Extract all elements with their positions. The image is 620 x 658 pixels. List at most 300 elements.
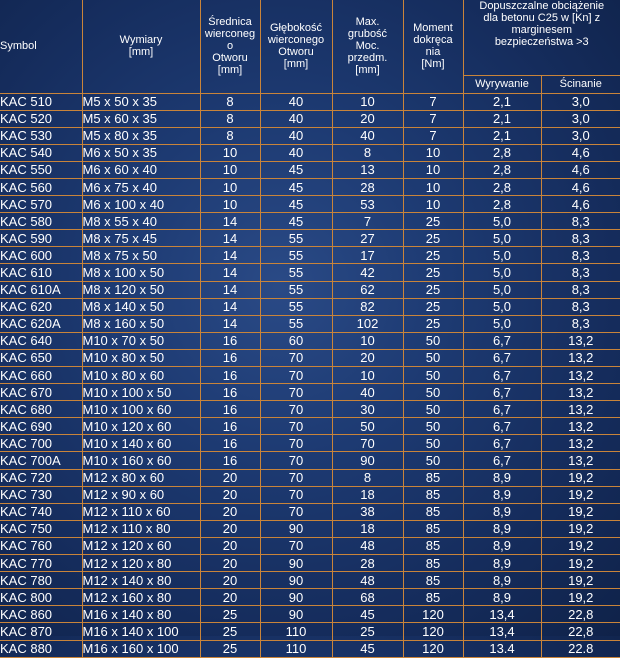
cell-shear: 13,2 bbox=[541, 349, 620, 366]
table-row bbox=[0, 349, 620, 366]
cell-torque: 7 bbox=[403, 93, 463, 110]
cell-torque: 50 bbox=[403, 349, 463, 366]
cell-symbol: KAC 780 bbox=[0, 572, 82, 589]
cell-torque: 10 bbox=[403, 144, 463, 161]
cell-symbol: KAC 730 bbox=[0, 486, 82, 503]
cell-dimensions: M6 x 75 x 40 bbox=[82, 178, 200, 195]
cell-dimensions: M16 x 160 x 100 bbox=[82, 640, 200, 657]
cell-symbol: KAC 690 bbox=[0, 418, 82, 435]
cell-hole-diameter: 16 bbox=[200, 401, 260, 418]
table-row bbox=[0, 623, 620, 640]
cell-symbol: KAC 570 bbox=[0, 196, 82, 213]
cell-max-thickness: 45 bbox=[332, 606, 403, 623]
cell-torque: 85 bbox=[403, 537, 463, 554]
table-row bbox=[0, 469, 620, 486]
cell-symbol: KAC 600 bbox=[0, 247, 82, 264]
cell-shear: 4,6 bbox=[541, 178, 620, 195]
cell-max-thickness: 25 bbox=[332, 623, 403, 640]
cell-hole-diameter: 14 bbox=[200, 213, 260, 230]
cell-torque: 50 bbox=[403, 435, 463, 452]
cell-symbol: KAC 540 bbox=[0, 144, 82, 161]
cell-max-thickness: 10 bbox=[332, 93, 403, 110]
cell-symbol: KAC 650 bbox=[0, 349, 82, 366]
cell-shear: 3,0 bbox=[541, 93, 620, 110]
cell-pullout: 5,0 bbox=[463, 281, 541, 298]
cell-hole-depth: 60 bbox=[260, 332, 332, 349]
cell-max-thickness: 8 bbox=[332, 469, 403, 486]
cell-dimensions: M5 x 50 x 35 bbox=[82, 93, 200, 110]
header-hole-diameter: Średnica wierconeg o Otworu [mm] bbox=[200, 0, 260, 93]
cell-max-thickness: 10 bbox=[332, 367, 403, 384]
cell-torque: 85 bbox=[403, 572, 463, 589]
cell-max-thickness: 68 bbox=[332, 589, 403, 606]
cell-hole-diameter: 8 bbox=[200, 110, 260, 127]
cell-hole-diameter: 10 bbox=[200, 161, 260, 178]
cell-symbol: KAC 880 bbox=[0, 640, 82, 657]
table-row bbox=[0, 93, 620, 110]
cell-shear: 19,2 bbox=[541, 572, 620, 589]
table-row bbox=[0, 230, 620, 247]
table-row bbox=[0, 418, 620, 435]
cell-hole-depth: 90 bbox=[260, 555, 332, 572]
cell-shear: 8,3 bbox=[541, 315, 620, 332]
cell-max-thickness: 102 bbox=[332, 315, 403, 332]
table-header bbox=[0, 0, 620, 93]
cell-dimensions: M10 x 100 x 60 bbox=[82, 401, 200, 418]
cell-hole-diameter: 14 bbox=[200, 264, 260, 281]
cell-max-thickness: 18 bbox=[332, 486, 403, 503]
cell-hole-depth: 110 bbox=[260, 623, 332, 640]
cell-torque: 50 bbox=[403, 452, 463, 469]
cell-shear: 19,2 bbox=[541, 555, 620, 572]
cell-dimensions: M6 x 100 x 40 bbox=[82, 196, 200, 213]
cell-pullout: 6,7 bbox=[463, 418, 541, 435]
header-pullout: Wyrywanie bbox=[463, 75, 541, 93]
cell-symbol: KAC 700 bbox=[0, 435, 82, 452]
header-hole-depth: Głębokość wierconego Otworu [mm] bbox=[260, 0, 332, 93]
cell-hole-depth: 45 bbox=[260, 161, 332, 178]
cell-hole-depth: 70 bbox=[260, 418, 332, 435]
cell-torque: 25 bbox=[403, 264, 463, 281]
cell-hole-depth: 70 bbox=[260, 486, 332, 503]
cell-dimensions: M10 x 80 x 50 bbox=[82, 349, 200, 366]
cell-pullout: 8,9 bbox=[463, 537, 541, 554]
cell-max-thickness: 38 bbox=[332, 503, 403, 520]
cell-hole-depth: 70 bbox=[260, 537, 332, 554]
cell-shear: 19,2 bbox=[541, 520, 620, 537]
cell-dimensions: M8 x 140 x 50 bbox=[82, 298, 200, 315]
cell-max-thickness: 8 bbox=[332, 144, 403, 161]
table-body bbox=[0, 93, 620, 657]
table-row bbox=[0, 281, 620, 298]
cell-max-thickness: 40 bbox=[332, 127, 403, 144]
cell-dimensions: M12 x 90 x 60 bbox=[82, 486, 200, 503]
table-row bbox=[0, 332, 620, 349]
cell-torque: 50 bbox=[403, 367, 463, 384]
cell-dimensions: M10 x 160 x 60 bbox=[82, 452, 200, 469]
cell-symbol: KAC 680 bbox=[0, 401, 82, 418]
cell-dimensions: M12 x 160 x 80 bbox=[82, 589, 200, 606]
cell-pullout: 6,7 bbox=[463, 452, 541, 469]
cell-torque: 50 bbox=[403, 384, 463, 401]
cell-hole-diameter: 16 bbox=[200, 367, 260, 384]
cell-pullout: 5,0 bbox=[463, 213, 541, 230]
cell-dimensions: M6 x 60 x 40 bbox=[82, 161, 200, 178]
table-row bbox=[0, 315, 620, 332]
cell-torque: 120 bbox=[403, 606, 463, 623]
cell-max-thickness: 50 bbox=[332, 418, 403, 435]
cell-pullout: 8,9 bbox=[463, 555, 541, 572]
cell-torque: 7 bbox=[403, 110, 463, 127]
cell-torque: 10 bbox=[403, 178, 463, 195]
cell-max-thickness: 13 bbox=[332, 161, 403, 178]
cell-pullout: 8,9 bbox=[463, 503, 541, 520]
cell-dimensions: M8 x 75 x 50 bbox=[82, 247, 200, 264]
cell-symbol: KAC 530 bbox=[0, 127, 82, 144]
cell-symbol: KAC 610A bbox=[0, 281, 82, 298]
cell-torque: 10 bbox=[403, 196, 463, 213]
cell-hole-depth: 40 bbox=[260, 110, 332, 127]
cell-dimensions: M12 x 120 x 60 bbox=[82, 537, 200, 554]
cell-torque: 25 bbox=[403, 230, 463, 247]
cell-torque: 25 bbox=[403, 315, 463, 332]
table-row bbox=[0, 264, 620, 281]
cell-dimensions: M10 x 140 x 60 bbox=[82, 435, 200, 452]
cell-symbol: KAC 740 bbox=[0, 503, 82, 520]
header-symbol: Symbol bbox=[0, 0, 82, 93]
cell-pullout: 2,8 bbox=[463, 144, 541, 161]
table-row bbox=[0, 589, 620, 606]
cell-pullout: 8,9 bbox=[463, 589, 541, 606]
cell-symbol: KAC 670 bbox=[0, 384, 82, 401]
cell-dimensions: M12 x 120 x 80 bbox=[82, 555, 200, 572]
cell-shear: 8,3 bbox=[541, 298, 620, 315]
table-row bbox=[0, 178, 620, 195]
cell-hole-diameter: 20 bbox=[200, 520, 260, 537]
cell-hole-depth: 40 bbox=[260, 144, 332, 161]
cell-torque: 10 bbox=[403, 161, 463, 178]
cell-torque: 50 bbox=[403, 418, 463, 435]
cell-hole-diameter: 20 bbox=[200, 486, 260, 503]
cell-hole-diameter: 20 bbox=[200, 555, 260, 572]
cell-hole-diameter: 10 bbox=[200, 178, 260, 195]
cell-pullout: 8,9 bbox=[463, 572, 541, 589]
table-row bbox=[0, 127, 620, 144]
cell-pullout: 8,9 bbox=[463, 520, 541, 537]
cell-hole-depth: 70 bbox=[260, 435, 332, 452]
table-row bbox=[0, 110, 620, 127]
cell-dimensions: M16 x 140 x 80 bbox=[82, 606, 200, 623]
cell-hole-depth: 40 bbox=[260, 127, 332, 144]
cell-pullout: 5,0 bbox=[463, 230, 541, 247]
cell-symbol: KAC 640 bbox=[0, 332, 82, 349]
cell-max-thickness: 82 bbox=[332, 298, 403, 315]
cell-torque: 85 bbox=[403, 486, 463, 503]
cell-symbol: KAC 620A bbox=[0, 315, 82, 332]
cell-hole-diameter: 14 bbox=[200, 230, 260, 247]
cell-hole-depth: 70 bbox=[260, 384, 332, 401]
cell-shear: 3,0 bbox=[541, 127, 620, 144]
table-row bbox=[0, 503, 620, 520]
table-row bbox=[0, 606, 620, 623]
cell-hole-diameter: 16 bbox=[200, 349, 260, 366]
table-row bbox=[0, 161, 620, 178]
header-shear: Ścinanie bbox=[541, 75, 620, 93]
cell-max-thickness: 42 bbox=[332, 264, 403, 281]
cell-torque: 7 bbox=[403, 127, 463, 144]
cell-pullout: 2,1 bbox=[463, 93, 541, 110]
cell-torque: 85 bbox=[403, 469, 463, 486]
cell-max-thickness: 53 bbox=[332, 196, 403, 213]
cell-pullout: 5,0 bbox=[463, 315, 541, 332]
cell-torque: 25 bbox=[403, 281, 463, 298]
cell-shear: 22.8 bbox=[541, 640, 620, 657]
cell-symbol: KAC 870 bbox=[0, 623, 82, 640]
cell-hole-diameter: 25 bbox=[200, 623, 260, 640]
cell-torque: 85 bbox=[403, 520, 463, 537]
header-dimensions: Wymiary [mm] bbox=[82, 0, 200, 93]
cell-shear: 8,3 bbox=[541, 213, 620, 230]
cell-dimensions: M12 x 110 x 80 bbox=[82, 520, 200, 537]
cell-shear: 19,2 bbox=[541, 503, 620, 520]
cell-shear: 22,8 bbox=[541, 606, 620, 623]
cell-max-thickness: 17 bbox=[332, 247, 403, 264]
header-max-thickness: Max. grubość Moc. przedm. [mm] bbox=[332, 0, 403, 93]
cell-hole-depth: 55 bbox=[260, 298, 332, 315]
cell-max-thickness: 28 bbox=[332, 555, 403, 572]
table-row bbox=[0, 196, 620, 213]
cell-hole-depth: 70 bbox=[260, 452, 332, 469]
cell-hole-diameter: 14 bbox=[200, 315, 260, 332]
cell-shear: 8,3 bbox=[541, 264, 620, 281]
cell-pullout: 8,9 bbox=[463, 469, 541, 486]
cell-max-thickness: 45 bbox=[332, 640, 403, 657]
cell-max-thickness: 40 bbox=[332, 384, 403, 401]
cell-max-thickness: 10 bbox=[332, 332, 403, 349]
cell-torque: 50 bbox=[403, 401, 463, 418]
cell-pullout: 2,1 bbox=[463, 127, 541, 144]
table-row bbox=[0, 486, 620, 503]
cell-hole-diameter: 20 bbox=[200, 469, 260, 486]
cell-hole-depth: 70 bbox=[260, 469, 332, 486]
cell-hole-depth: 90 bbox=[260, 520, 332, 537]
table-row bbox=[0, 555, 620, 572]
cell-shear: 19,2 bbox=[541, 589, 620, 606]
cell-symbol: KAC 800 bbox=[0, 589, 82, 606]
cell-max-thickness: 48 bbox=[332, 572, 403, 589]
cell-hole-diameter: 16 bbox=[200, 418, 260, 435]
cell-hole-diameter: 8 bbox=[200, 93, 260, 110]
cell-hole-diameter: 14 bbox=[200, 298, 260, 315]
cell-hole-diameter: 14 bbox=[200, 281, 260, 298]
cell-symbol: KAC 520 bbox=[0, 110, 82, 127]
cell-max-thickness: 62 bbox=[332, 281, 403, 298]
cell-max-thickness: 7 bbox=[332, 213, 403, 230]
cell-shear: 8,3 bbox=[541, 230, 620, 247]
cell-shear: 22,8 bbox=[541, 623, 620, 640]
cell-pullout: 5,0 bbox=[463, 298, 541, 315]
cell-torque: 25 bbox=[403, 298, 463, 315]
cell-dimensions: M12 x 110 x 60 bbox=[82, 503, 200, 520]
cell-shear: 3,0 bbox=[541, 110, 620, 127]
table-row bbox=[0, 640, 620, 657]
cell-max-thickness: 70 bbox=[332, 435, 403, 452]
cell-pullout: 2,8 bbox=[463, 178, 541, 195]
table-row bbox=[0, 401, 620, 418]
table-row bbox=[0, 435, 620, 452]
cell-torque: 85 bbox=[403, 503, 463, 520]
cell-shear: 13,2 bbox=[541, 418, 620, 435]
table-row bbox=[0, 452, 620, 469]
cell-torque: 120 bbox=[403, 623, 463, 640]
cell-max-thickness: 27 bbox=[332, 230, 403, 247]
cell-torque: 85 bbox=[403, 589, 463, 606]
cell-hole-diameter: 16 bbox=[200, 384, 260, 401]
cell-shear: 8,3 bbox=[541, 247, 620, 264]
cell-hole-depth: 70 bbox=[260, 401, 332, 418]
cell-max-thickness: 20 bbox=[332, 110, 403, 127]
cell-symbol: KAC 860 bbox=[0, 606, 82, 623]
cell-dimensions: M5 x 80 x 35 bbox=[82, 127, 200, 144]
table-row bbox=[0, 247, 620, 264]
cell-pullout: 6,7 bbox=[463, 384, 541, 401]
cell-symbol: KAC 760 bbox=[0, 537, 82, 554]
cell-dimensions: M10 x 120 x 60 bbox=[82, 418, 200, 435]
cell-shear: 13,2 bbox=[541, 401, 620, 418]
cell-hole-depth: 70 bbox=[260, 367, 332, 384]
table-row bbox=[0, 384, 620, 401]
table-row bbox=[0, 520, 620, 537]
cell-dimensions: M8 x 120 x 50 bbox=[82, 281, 200, 298]
cell-hole-diameter: 25 bbox=[200, 640, 260, 657]
cell-max-thickness: 30 bbox=[332, 401, 403, 418]
cell-dimensions: M16 x 140 x 100 bbox=[82, 623, 200, 640]
cell-dimensions: M12 x 140 x 80 bbox=[82, 572, 200, 589]
cell-max-thickness: 28 bbox=[332, 178, 403, 195]
cell-hole-depth: 55 bbox=[260, 247, 332, 264]
cell-hole-depth: 55 bbox=[260, 230, 332, 247]
cell-hole-depth: 55 bbox=[260, 264, 332, 281]
cell-shear: 13,2 bbox=[541, 384, 620, 401]
cell-symbol: KAC 700A bbox=[0, 452, 82, 469]
table-row bbox=[0, 537, 620, 554]
cell-shear: 19,2 bbox=[541, 537, 620, 554]
cell-pullout: 6,7 bbox=[463, 349, 541, 366]
cell-dimensions: M10 x 80 x 60 bbox=[82, 367, 200, 384]
cell-symbol: KAC 660 bbox=[0, 367, 82, 384]
cell-hole-diameter: 25 bbox=[200, 606, 260, 623]
cell-shear: 4,6 bbox=[541, 161, 620, 178]
cell-dimensions: M10 x 70 x 50 bbox=[82, 332, 200, 349]
cell-hole-depth: 70 bbox=[260, 503, 332, 520]
cell-hole-depth: 90 bbox=[260, 572, 332, 589]
table-row bbox=[0, 213, 620, 230]
cell-hole-depth: 55 bbox=[260, 281, 332, 298]
cell-pullout: 2,1 bbox=[463, 110, 541, 127]
cell-symbol: KAC 590 bbox=[0, 230, 82, 247]
cell-shear: 4,6 bbox=[541, 196, 620, 213]
cell-hole-diameter: 16 bbox=[200, 452, 260, 469]
cell-torque: 120 bbox=[403, 640, 463, 657]
cell-pullout: 6,7 bbox=[463, 401, 541, 418]
cell-pullout: 6,7 bbox=[463, 367, 541, 384]
cell-hole-diameter: 20 bbox=[200, 589, 260, 606]
cell-hole-depth: 90 bbox=[260, 589, 332, 606]
cell-pullout: 2,8 bbox=[463, 196, 541, 213]
cell-dimensions: M8 x 75 x 45 bbox=[82, 230, 200, 247]
cell-hole-diameter: 10 bbox=[200, 196, 260, 213]
cell-max-thickness: 90 bbox=[332, 452, 403, 469]
cell-hole-depth: 45 bbox=[260, 196, 332, 213]
header-torque: Moment dokręca nia [Nm] bbox=[403, 0, 463, 93]
cell-symbol: KAC 510 bbox=[0, 93, 82, 110]
cell-hole-depth: 70 bbox=[260, 349, 332, 366]
cell-pullout: 5,0 bbox=[463, 247, 541, 264]
cell-max-thickness: 48 bbox=[332, 537, 403, 554]
cell-symbol: KAC 770 bbox=[0, 555, 82, 572]
cell-shear: 4,6 bbox=[541, 144, 620, 161]
cell-dimensions: M12 x 80 x 60 bbox=[82, 469, 200, 486]
table-row bbox=[0, 298, 620, 315]
cell-symbol: KAC 750 bbox=[0, 520, 82, 537]
cell-symbol: KAC 560 bbox=[0, 178, 82, 195]
cell-shear: 8,3 bbox=[541, 281, 620, 298]
cell-dimensions: M10 x 100 x 50 bbox=[82, 384, 200, 401]
cell-symbol: KAC 610 bbox=[0, 264, 82, 281]
cell-symbol: KAC 620 bbox=[0, 298, 82, 315]
cell-hole-diameter: 20 bbox=[200, 572, 260, 589]
cell-dimensions: M6 x 50 x 35 bbox=[82, 144, 200, 161]
cell-shear: 13,2 bbox=[541, 332, 620, 349]
cell-hole-depth: 45 bbox=[260, 178, 332, 195]
cell-dimensions: M8 x 160 x 50 bbox=[82, 315, 200, 332]
cell-symbol: KAC 580 bbox=[0, 213, 82, 230]
cell-max-thickness: 20 bbox=[332, 349, 403, 366]
cell-shear: 13,2 bbox=[541, 435, 620, 452]
cell-hole-depth: 45 bbox=[260, 213, 332, 230]
cell-hole-diameter: 8 bbox=[200, 127, 260, 144]
table-row bbox=[0, 367, 620, 384]
cell-pullout: 13,4 bbox=[463, 623, 541, 640]
cell-torque: 85 bbox=[403, 555, 463, 572]
cell-shear: 13,2 bbox=[541, 367, 620, 384]
cell-hole-diameter: 16 bbox=[200, 332, 260, 349]
cell-hole-diameter: 16 bbox=[200, 435, 260, 452]
cell-torque: 25 bbox=[403, 247, 463, 264]
cell-pullout: 6,7 bbox=[463, 332, 541, 349]
cell-shear: 19,2 bbox=[541, 469, 620, 486]
cell-hole-diameter: 10 bbox=[200, 144, 260, 161]
cell-symbol: KAC 550 bbox=[0, 161, 82, 178]
cell-pullout: 13.4 bbox=[463, 640, 541, 657]
cell-pullout: 8,9 bbox=[463, 486, 541, 503]
cell-dimensions: M8 x 100 x 50 bbox=[82, 264, 200, 281]
cell-torque: 50 bbox=[403, 332, 463, 349]
cell-shear: 13,2 bbox=[541, 452, 620, 469]
cell-hole-diameter: 14 bbox=[200, 247, 260, 264]
cell-torque: 25 bbox=[403, 213, 463, 230]
cell-hole-diameter: 20 bbox=[200, 537, 260, 554]
cell-dimensions: M8 x 55 x 40 bbox=[82, 213, 200, 230]
cell-pullout: 2,8 bbox=[463, 161, 541, 178]
cell-hole-depth: 90 bbox=[260, 606, 332, 623]
cell-dimensions: M5 x 60 x 35 bbox=[82, 110, 200, 127]
header-allowed-load: Dopuszczalne obciążenie dla betonu C25 w [Kn] z marginesem bezpieczeństwa >3 bbox=[463, 0, 620, 75]
cell-symbol: KAC 720 bbox=[0, 469, 82, 486]
cell-max-thickness: 18 bbox=[332, 520, 403, 537]
cell-pullout: 13,4 bbox=[463, 606, 541, 623]
table-row bbox=[0, 144, 620, 161]
